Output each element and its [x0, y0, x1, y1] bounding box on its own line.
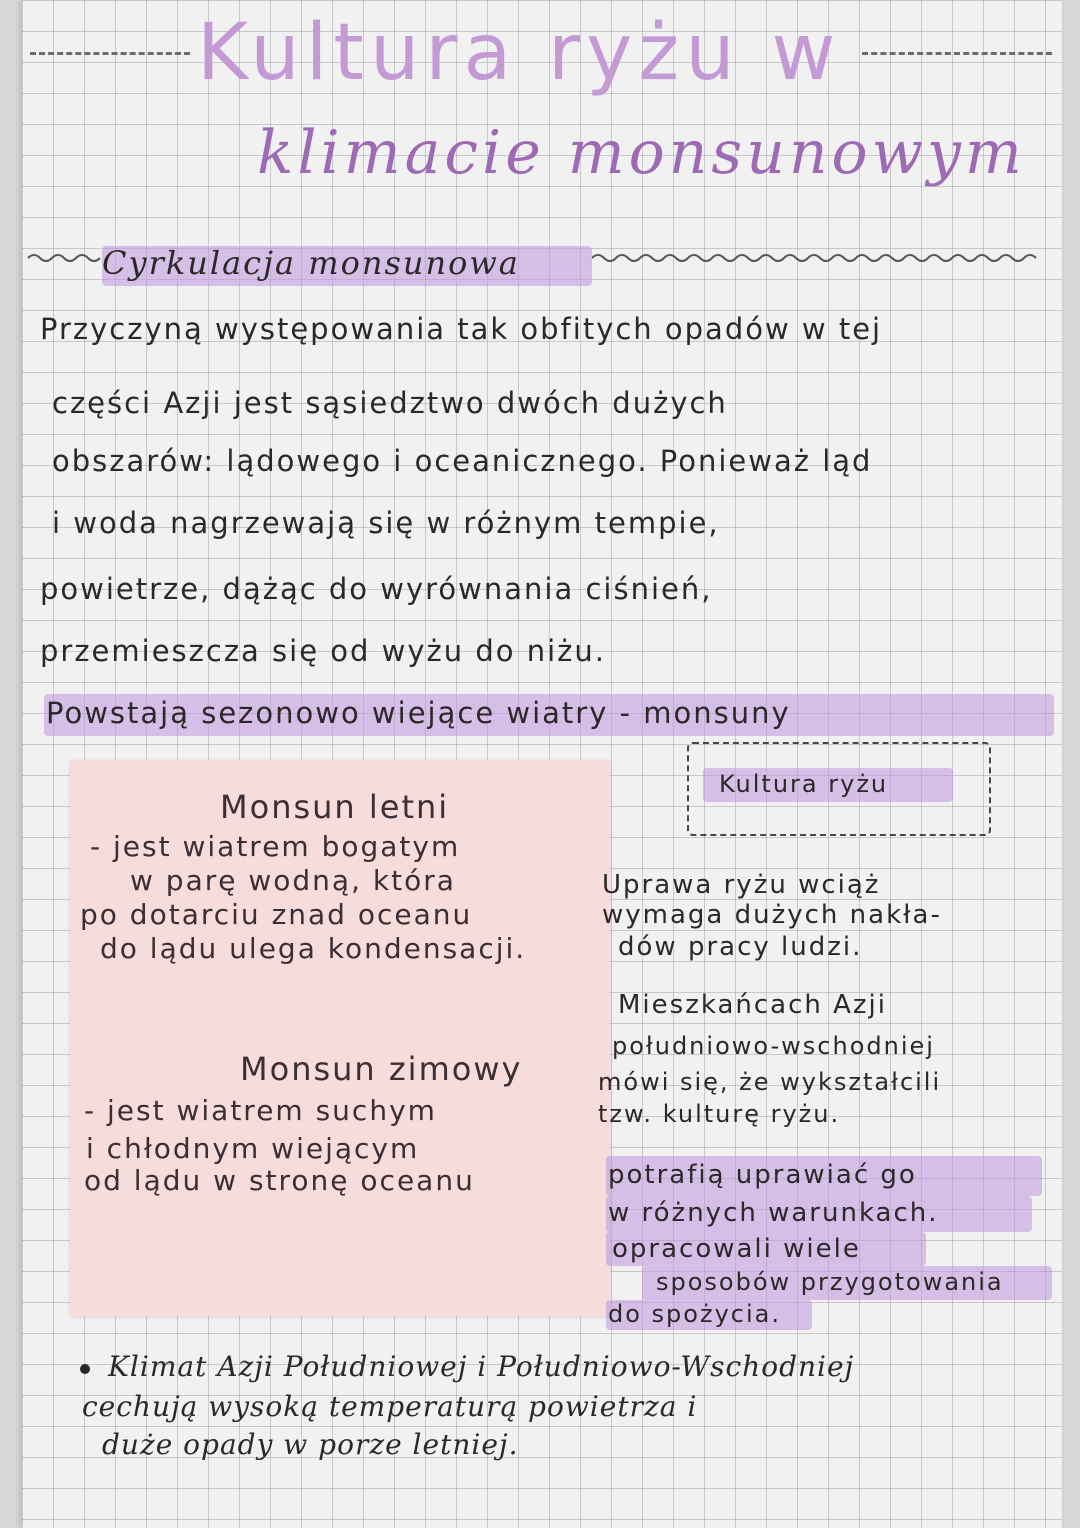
- title-dash-right: [862, 52, 1052, 55]
- right-p1-line-3: dów pracy ludzi.: [618, 932, 863, 962]
- right-p1-line-1: Uprawa ryżu wciąż: [602, 870, 881, 900]
- intro-line-1: Przyczyną występowania tak obfitych opadów w tej: [40, 312, 883, 346]
- winter-monsoon-title: Monsun zimowy: [240, 1050, 523, 1088]
- bottom-line-2: cechują wysoką temperaturą powietrza i: [82, 1390, 698, 1423]
- bottom-line-1: Klimat Azji Południowej i Południowo-Wschodniej: [108, 1350, 855, 1383]
- right-p2-line-1: Mieszkańcach Azji: [618, 990, 888, 1020]
- summer-line-4: do lądu ulega kondensacji.: [100, 932, 527, 965]
- summer-line-2: w parę wodną, która: [130, 864, 456, 897]
- summer-line-1: - jest wiatrem bogatym: [90, 830, 461, 863]
- winter-line-2: i chłodnym wiejącym: [86, 1132, 420, 1165]
- title-dash-left: [30, 52, 190, 55]
- right-p3-line-2: w różnych warunkach.: [608, 1198, 939, 1228]
- intro-line-6: przemieszcza się od wyżu do niżu.: [40, 634, 606, 668]
- page-subtitle: klimacie monsunowym: [257, 118, 1026, 188]
- sticky-note: [70, 760, 610, 1316]
- intro-line-2: części Azji jest sąsiedztwo dwóch dużych: [52, 386, 728, 420]
- summer-line-3: po dotarciu znad oceanu: [80, 898, 473, 931]
- right-p3-line-5: do spożycia.: [608, 1300, 781, 1328]
- right-p3-line-1: potrafią uprawiać go: [608, 1160, 917, 1190]
- right-p3-line-4: sposobów przygotowania: [656, 1268, 1004, 1296]
- winter-line-1: - jest wiatrem suchym: [84, 1094, 437, 1127]
- notebook-page: [22, 0, 1062, 1528]
- bottom-bullet: [80, 1364, 90, 1374]
- intro-line-3: obszarów: lądowego i oceanicznego. Ponieważ ląd: [52, 444, 873, 478]
- right-p1-line-2: wymaga dużych nakła-: [602, 900, 942, 930]
- intro-line-5: powietrze, dążąc do wyrównania ciśnień,: [40, 572, 713, 606]
- bottom-line-3: duże opady w porze letniej.: [102, 1428, 519, 1461]
- page-title: Kultura ryżu w: [197, 8, 842, 98]
- monsoon-line: Powstają sezonowo wiejące wiatry - monsuny: [46, 696, 791, 730]
- right-p2-line-3: mówi się, że wykształcili: [598, 1068, 942, 1096]
- rice-culture-box: [687, 742, 991, 836]
- intro-line-4: i woda nagrzewają się w różnym tempie,: [52, 506, 720, 540]
- rice-box-label: Kultura ryżu: [719, 770, 889, 798]
- right-p2-line-2: południowo-wschodniej: [612, 1032, 935, 1060]
- right-p2-line-4: tzw. kulturę ryżu.: [598, 1100, 841, 1128]
- summer-monsoon-title: Monsun letni: [220, 788, 450, 826]
- section-heading: Cyrkulacja monsunowa: [102, 244, 520, 282]
- winter-line-3: od lądu w stronę oceanu: [84, 1164, 475, 1197]
- right-p3-line-3: opracowali wiele: [612, 1234, 861, 1264]
